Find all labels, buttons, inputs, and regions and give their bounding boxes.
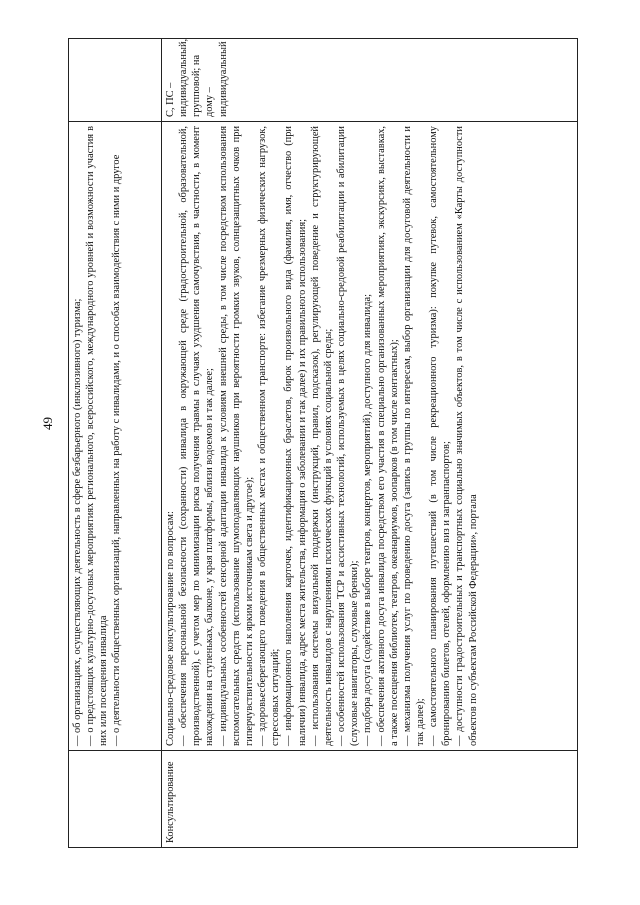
content-item: — индивидуальных особенностей сенсорной адаптации инвалида к условиям внешней среды, в том числе посредством использования вспомогательных средств (использование шумоподавляющих наушников при вероятности громких звуков, солнцезащитных очков при гиперчувствительности к ярким источникам света и другое);: [217, 126, 255, 746]
service-name-cell: Консультирование: [162, 751, 578, 848]
content-item: — о деятельности общественных организаций, направленных на работу с инвалидами, и о способах взаимодействия с ними и другое: [111, 154, 123, 746]
content-item: — о предстоящих культурно-досуговых мероприятиях регионального, всероссийского, международного уровней и возможности участия в них или посещения инвалида: [85, 126, 110, 746]
content-item: Социально-средовое консультирование по вопросам:: [165, 511, 176, 746]
content-cell: [162, 122, 578, 751]
content-item: — подбора досуга (содействие в выборе театров, концертов, мероприятий), доступного для инвалида;: [362, 293, 374, 746]
content-item: — доступности градостроительных и транспортных социально значимых объектов, в том числе с использованием «Карты доступности объектов по субъектам Российской Федерации», портала: [454, 126, 479, 746]
services-table: [68, 38, 578, 848]
content-item: — самостоятельного планирования путешествий (в том числе рекреационного туризма): покупке путевок, самостоятельному бронированию билетов, отелей, оформлению виз и загранпаспортов;: [428, 126, 453, 746]
content-item: — механизма получения услуг по проведению досуга (запись в группы по интересам, выбор организации для досуговой деятельности и так далее);: [401, 126, 426, 746]
content-item: — здоровьесберегающего поведения в общественных местах и общественном транспорте: избегание чрезмерных физических нагрузок, стрессовых ситуаций;: [257, 126, 282, 746]
form-cell: С, ПС – индивидуальный, групповой; на дому – индивидуальный: [162, 39, 578, 122]
content-item: — информационного наполнения карточек, идентификационных браслетов, бирок произвольного вида (фамилия, имя, отчество (при наличии) инвалида, адрес места жительства, информация о заболевании и так далее) и их правильного использования;: [283, 126, 308, 746]
service-name-cell: [69, 751, 162, 848]
content-cell: [69, 122, 162, 751]
page-number: 49: [40, 417, 55, 430]
form-cell: [69, 39, 162, 122]
rotated-table-container: [68, 38, 578, 848]
table-row: [69, 39, 162, 848]
content-item: — обеспечения активного досуга инвалида посредством его участия в специально организованных мероприятиях, экскурсиях, выставках, а также посещения библиотек, театров, океанариумов, зоопарков (в том числе контактных);: [375, 126, 400, 746]
table-row: [162, 39, 578, 848]
content-item: — об организациях, осуществляющих деятельность в сфере безбарьерного (инклюзивного) туризма;: [72, 298, 83, 746]
content-item: — использования системы визуальной поддержки (инструкций, правил, подсказок), регулирующей поведение и структурирующей деятельность инвалидов с нарушениями психических функций в условиях социальной среды;: [309, 126, 334, 746]
content-item: — обеспечения персональной безопасности (сохранности) инвалида в окружающей среде (градостроительной, образовательной, производственной), с учетом мер по минимизации риска получения травмы в случаях ухудшения самочувствия, в частности, в момент нахождения на ступеньках, балконе, у края платформы, вблизи водоемов и так далее;: [178, 126, 216, 746]
content-item: — особенностей использования ТСР и ассистивных технологий, используемых в целях социально-средовой реабилитации и абилитации (слуховые навигаторы, слуховые бренки);: [336, 126, 361, 746]
